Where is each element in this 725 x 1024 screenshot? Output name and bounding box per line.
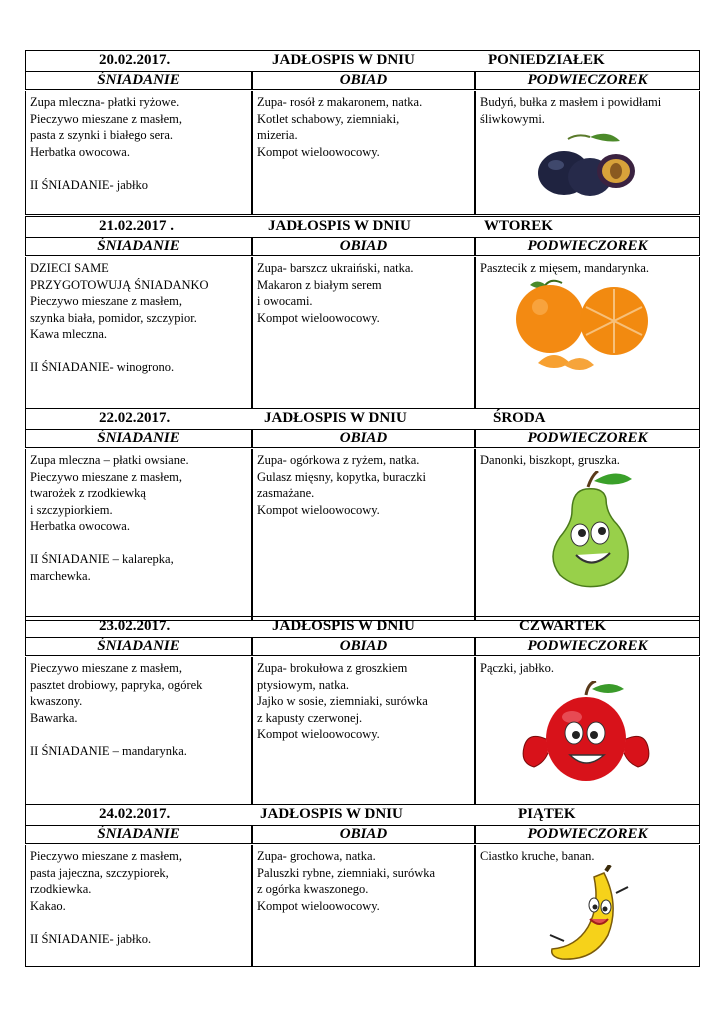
day-header: [25, 50, 700, 72]
pear-icon: [536, 471, 646, 589]
day-date: 20.02.2017.: [99, 52, 171, 68]
breakfast-cell: Pieczywo mieszane z masłem, pasta jajeczna, szczypiorek, rzodkiewka. Kakao. II ŚNIADANIE- jabłko.: [25, 845, 252, 967]
day-date: 22.02.2017.: [99, 410, 171, 426]
menu-label: JADŁOSPIS W DNIU: [272, 52, 415, 68]
menu-label: JADŁOSPIS W DNIU: [264, 410, 407, 426]
day-weekday: CZWARTEK: [519, 618, 606, 634]
col-snack: PODWIECZOREK: [475, 637, 700, 656]
column-headers: [25, 237, 700, 257]
col-lunch: OBIAD: [252, 825, 475, 844]
menu-label: JADŁOSPIS W DNIU: [260, 806, 403, 822]
column-headers: [25, 429, 700, 449]
column-headers: [25, 71, 700, 91]
snack-cell: Pasztecik z mięsem, mandarynka.: [475, 257, 700, 409]
day-header: [25, 616, 700, 638]
lunch-cell: Zupa- barszcz ukraiński, natka. Makaron z białym serem i owocami. Kompot wieloowocowy.: [252, 257, 475, 409]
plums-icon: [528, 131, 638, 199]
lunch-cell: Zupa- grochowa, natka. Paluszki rybne, ziemniaki, surówka z ogórka kwaszonego. Kompot wieloowocowy.: [252, 845, 475, 967]
col-breakfast: ŚNIADANIE: [25, 637, 252, 656]
day-weekday: ŚRODA: [493, 410, 546, 426]
col-lunch: OBIAD: [252, 637, 475, 656]
col-lunch: OBIAD: [252, 429, 475, 448]
day-weekday: PIĄTEK: [518, 806, 576, 822]
col-breakfast: ŚNIADANIE: [25, 71, 252, 90]
breakfast-cell: Zupa mleczna – płatki owsiane. Pieczywo mieszane z masłem, twarożek z rzodkiewką i szczypiorkiem. Herbatka owocowa. II ŚNIADANIE – kalarepka, marchewka.: [25, 449, 252, 621]
banana-icon: [544, 865, 634, 963]
breakfast-cell: Zupa mleczna- płatki ryżowe. Pieczywo mieszane z masłem, pasta z szynki i białego sera. Herbatka owocowa. II ŚNIADANIE- jabłko: [25, 91, 252, 215]
snack-cell: Pączki, jabłko.: [475, 657, 700, 805]
lunch-cell: Zupa- brokułowa z groszkiem ptysiowym, natka. Jajko w sosie, ziemniaki, surówka z kapusty czerwonej. Kompot wieloowocowy.: [252, 657, 475, 805]
col-breakfast: ŚNIADANIE: [25, 429, 252, 448]
tangerine-icon: [508, 277, 658, 377]
col-breakfast: ŚNIADANIE: [25, 237, 252, 256]
col-snack: PODWIECZOREK: [475, 71, 700, 90]
col-lunch: OBIAD: [252, 71, 475, 90]
col-breakfast: ŚNIADANIE: [25, 825, 252, 844]
column-headers: [25, 825, 700, 845]
day-header: [25, 804, 700, 826]
lunch-cell: Zupa- rosół z makaronem, natka. Kotlet schabowy, ziemniaki, mizeria. Kompot wieloowocowy.: [252, 91, 475, 215]
lunch-cell: Zupa- ogórkowa z ryżem, natka. Gulasz mięsny, kopytka, buraczki zasmażane. Kompot wieloowocowy.: [252, 449, 475, 621]
menu-label: JADŁOSPIS W DNIU: [272, 618, 415, 634]
snack-cell: Ciastko kruche, banan.: [475, 845, 700, 967]
breakfast-cell: DZIECI SAME PRZYGOTOWUJĄ ŚNIADANKO Pieczywo mieszane z masłem, szynka biała, pomidor, szczypior. Kawa mleczna. II ŚNIADANIE- winogrono.: [25, 257, 252, 409]
day-date: 24.02.2017.: [99, 806, 171, 822]
snack-cell: Budyń, bułka z masłem i powidłami śliwkowymi.: [475, 91, 700, 215]
col-snack: PODWIECZOREK: [475, 429, 700, 448]
day-weekday: WTOREK: [484, 218, 553, 234]
menu-label: JADŁOSPIS W DNIU: [268, 218, 411, 234]
breakfast-cell: Pieczywo mieszane z masłem, pasztet drobiowy, papryka, ogórek kwaszony. Bawarka. II ŚNIADANIE – mandarynka.: [25, 657, 252, 805]
apple-icon: [516, 681, 656, 787]
day-header: [25, 408, 700, 430]
col-snack: PODWIECZOREK: [475, 237, 700, 256]
column-headers: [25, 637, 700, 657]
col-lunch: OBIAD: [252, 237, 475, 256]
day-weekday: PONIEDZIAŁEK: [488, 52, 605, 68]
day-date: 21.02.2017 .: [99, 218, 174, 234]
day-date: 23.02.2017.: [99, 618, 171, 634]
snack-cell: Danonki, biszkopt, gruszka.: [475, 449, 700, 621]
day-header: [25, 216, 700, 238]
col-snack: PODWIECZOREK: [475, 825, 700, 844]
